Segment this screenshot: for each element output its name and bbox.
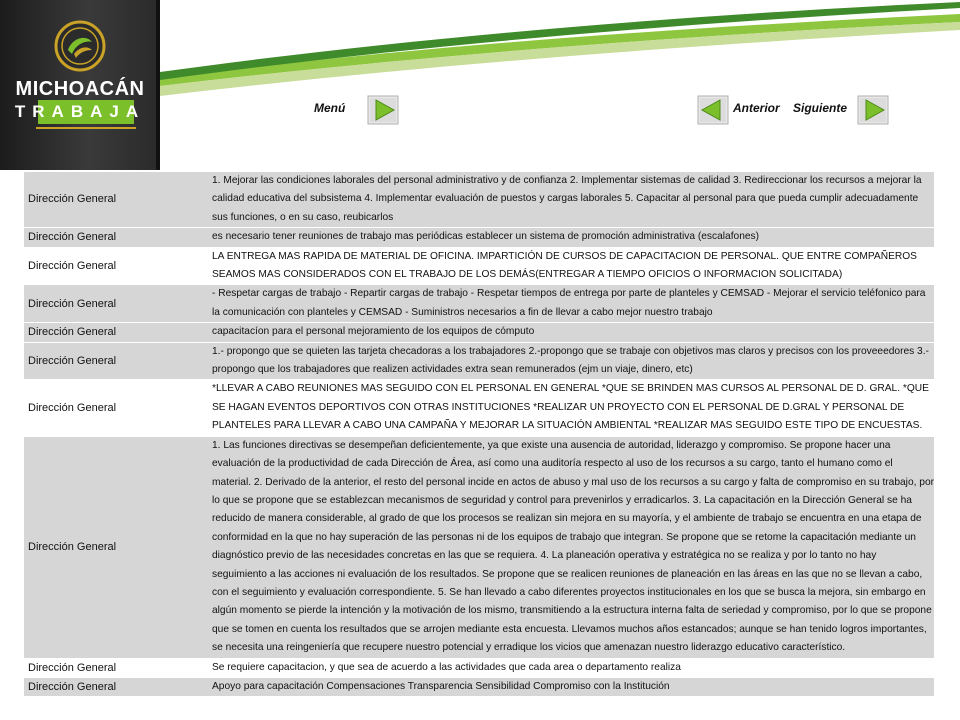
response-cell: capacitacíon para el personal mejoramiento de los equipos de cómputo (208, 323, 934, 342)
response-cell: LA ENTREGA MAS RAPIDA DE MATERIAL DE OFICINA. IMPARTICIÓN DE CURSOS DE CAPACITACION DE PERSONAL. QUE ENTRE COMPAÑEROS SEAMOS MAS CONSIDERADOS CON EL TRABAJO DE LOS DEMÁS(ENTREGAR A TIEMPO OFICIOS O INFORMACION SOLICITADA) (208, 247, 934, 285)
michoacan-seal-logo (0, 0, 160, 80)
dept-cell: Dirección General (24, 228, 208, 247)
header (0, 0, 960, 170)
response-cell: - Respetar cargas de trabajo - Repartir cargas de trabajo - Respetar tiempos de entrega por parte de planteles y CEMSAD - Mejorar el servicio teléfonico para la comunicación con planteles y CEMSAD - Suministros necesarios a fin de llevar a cabo mejor nuestro trabajo (208, 285, 934, 323)
table-row (24, 323, 934, 342)
dept-cell: Dirección General (24, 285, 208, 323)
brand-line2: TRABAJA (14, 102, 146, 121)
response-cell: *LLEVAR A CABO REUNIONES MAS SEGUIDO CON EL PERSONAL EN GENERAL *QUE SE BRINDEN MAS CURSOS AL PERSONAL DE D. GRAL. *QUE SE HAGAN EVENTOS DEPORTIVOS CON OTRAS INSTITUCIONES *REALIZAR UN PROYECTO CON EL PERSONAL DE D.GRAL Y PERSONAL DE PLANTELES PARA LLEVAR A CABO UNA CAMPAÑA Y MEJORAR LA SITUACIÓN AMBIENTAL *REALIZAR MAS SEGUIDO ESTE TIPO DE ENCUESTAS. (208, 380, 934, 436)
arrow-right-icon (367, 95, 399, 125)
dept-cell: Dirección General (24, 172, 208, 228)
dept-cell: Dirección General (24, 658, 208, 677)
siguiente-button[interactable] (857, 95, 889, 125)
table-row (24, 342, 934, 380)
dept-cell: Dirección General (24, 677, 208, 696)
arrow-left-icon (697, 95, 729, 125)
dept-cell: Dirección General (24, 380, 208, 436)
table-row (24, 658, 934, 677)
response-cell: 1.- propongo que se quieten las tarjeta checadoras a los trabajadores 2.-propongo que se trabaje con objetivos mas claros y precisos con los proveeedores 3.-propongo que los trabajadores que realizen actividades extra sean remunerados (ejm un viaje, dinero, etc) (208, 342, 934, 380)
dept-cell: Dirección General (24, 323, 208, 342)
response-cell: 1. Mejorar las condiciones laborales del personal administrativo y de confianza 2. Implementar sistemas de calidad 3. Redireccionar los recursos a mejorar la calidad educativa del subsistema 4. Implementar evaluación de puestos y cargas laborales 5. Capacitar al personal para que pueda cumplir adecuadamente sus funciones, o en su caso, reubicarlos (208, 172, 934, 228)
brand-underline (36, 127, 136, 129)
response-cell: Se requiere capacitacion, y que sea de acuerdo a las actividades que cada area o departamento realiza (208, 658, 934, 677)
table-row (24, 677, 934, 696)
arrow-right-icon (857, 95, 889, 125)
dept-cell: Dirección General (24, 342, 208, 380)
anterior-button[interactable] (697, 95, 729, 125)
menu-button[interactable] (367, 95, 399, 125)
dept-cell: Dirección General (24, 247, 208, 285)
table-row (24, 247, 934, 285)
anterior-label: Anterior (733, 101, 780, 115)
logo-panel (0, 0, 160, 170)
response-cell: 1. Las funciones directivas se desempeñan deficientemente, ya que existe una ausencia de autoridad, liderazgo y compromiso. Se propone hacer una evaluación de la productividad de cada Dirección de Área, así como una auditoría respecto al uso de los recursos a su cargo, tanto el humano como el material. 2. Derivado de la anterior, el resto del personal incide en actos de abuso y mal uso de los recursos a su cargo y falta de compromiso en su trabajo, por lo que se propone que se establezcan mecanismos de seguridad y control para prevenirlos y erradicarlos. 3. La capacitación en la Dirección General se ha reducido de manera considerable, al grado de que los procesos se realizan sin mejora en su mayoría, y el ambiente de trabajo se encuentra en una etapa de conformidad en la que no hay superación de las personas ni de los equipos de trabajo que integran. Se propone que se retome la capacitación mediante un diagnóstico previo de las necesidades concretas en las que se requiera. 4. La planeación operativa y estratégica no se realiza y por lo tanto no hay seguimiento a las acciones ni evaluación de los resultados. Se propone que se realicen reuniones de planeación en las áreas en las que no se llevan a cabo, con el seguimiento y evaluación correspondiente. 5. Se han llevado a cabo diferentes proyectos institucionales en los que se busca la mejora, sin embargo en algún momento se pierde la intención y la motivación de los mismo, transmitiendo a la estructura interna falta de seriedad y compromiso, por lo que se propone que se tomen en cuenta los resultados que se arrojen mediante esta encuesta. Llevamos muchos años estancados; aunque se han tenido logros importantes, se necesita una reingeniería que recupere nuestro potencial y erradique los vicios que amenazan nuestro liderazgo educativo característico. (208, 436, 934, 658)
response-cell: Apoyo para capacitación Compensaciones Transparencia Sensibilidad Compromiso con la Institución (208, 677, 934, 696)
table-row (24, 436, 934, 658)
brand-line1: MICHOACÁN (15, 78, 145, 100)
table-row (24, 380, 934, 436)
table-row (24, 172, 934, 228)
response-cell: es necesario tener reuniones de trabajo mas periódicas establecer un sistema de promoción administrativa (escalafones) (208, 228, 934, 247)
table-row (24, 228, 934, 247)
menu-label: Menú (314, 101, 346, 115)
dept-cell: Dirección General (24, 436, 208, 658)
table-row (24, 285, 934, 323)
siguiente-label: Siguiente (793, 101, 848, 115)
responses-table (24, 171, 934, 696)
